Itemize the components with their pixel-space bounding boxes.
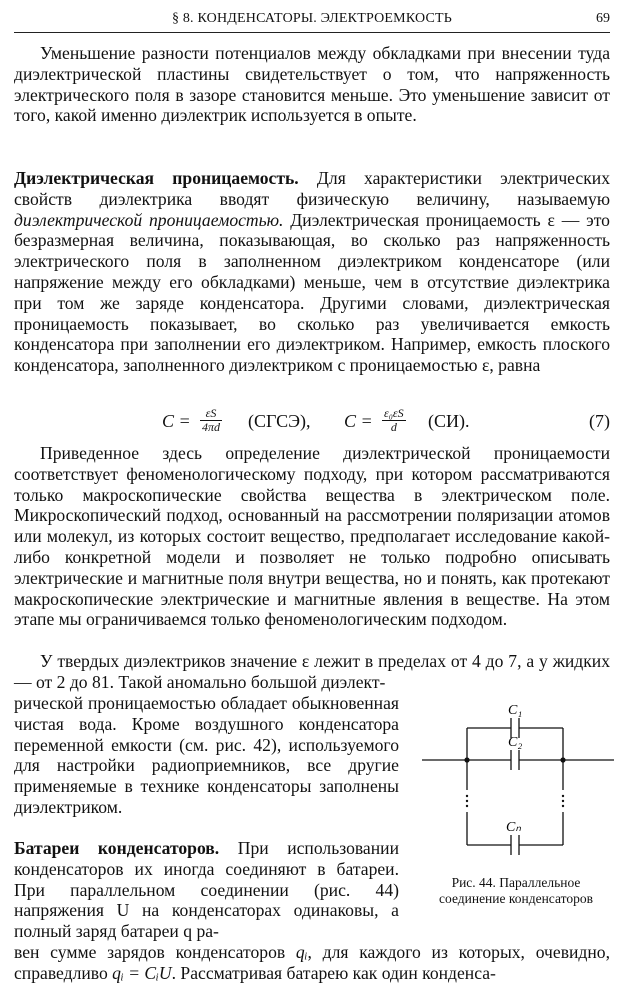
label-cn: Cₙ <box>506 820 521 835</box>
paragraph-values <box>14 651 610 693</box>
formula-fraction-2 <box>382 407 406 434</box>
fraction-1-denominator: 4πd <box>202 420 221 434</box>
formula-lhs-2: C = <box>344 411 373 431</box>
term-dielectric-permittivity: диэлектрической проницаемостью. <box>14 209 284 230</box>
header-title: § 8. КОНДЕНСАТОРЫ. ЭЛЕКТРОЕМКОСТЬ <box>171 11 453 26</box>
section-heading-permittivity: Диэлектрическая проницаемость. <box>14 168 299 188</box>
math-qi: qᵢ <box>295 942 308 962</box>
formula-7 <box>14 405 610 441</box>
formula-number: (7) <box>589 411 610 431</box>
paragraph-5-narrow-text: При использовании конденсаторов их иногда соединяют в батареи. При параллельном соединении (рис. 44) напряжения U на конденсаторах одинаковы, а полный заряд батареи q ра- <box>14 838 399 942</box>
formula-lhs-1: C = <box>162 411 191 431</box>
paragraph-approach <box>14 443 610 630</box>
paragraph-2-part-b: Диэлектрическая проницаемость ε — это безразмерная величина, показывающая, во сколько раз напряженность электрического поля в заполненном диэлектриком конденсаторе (или напряжение между его обкладками) меньше, чем в отсутствие диэлектрика при том же заряде конденсатора. Другими словами, диэлектрическая проницаемость показывает, во сколько раз увеличивается емкость конденсатора при заполнении его диэлектриком. Например, емкость плоского конденсатора, заполненного диэлектриком с проницаемостью ε, равна <box>14 209 610 376</box>
formula-unit-si: (СИ). <box>428 411 470 431</box>
paragraph-5-narrow <box>14 838 399 942</box>
section-capacitor-batteries <box>14 838 399 942</box>
figure-caption: Рис. 44. Параллельное соединение конденсаторов <box>439 875 593 906</box>
paragraph-values-narrow <box>14 693 399 818</box>
label-c1: C₁ <box>508 703 523 718</box>
math-qi-equals-ciu: qᵢ = CᵢU <box>112 962 172 983</box>
paragraph-4-narrow: рической проницаемостью обладает обыкновенная чистая вода. Кроме воздушного конденсатора переменной емкости (см. рис. 42), используемого для настройки радиоприемников, все другие применяемые в технике конденсаторы заполнены диэлектриком. <box>14 693 399 817</box>
paragraph-5-full-block <box>14 942 610 984</box>
paragraph-3: Приведенное здесь определение диэлектрической проницаемости соответствует феноменологическому подходу, при котором рассматриваются только макроскопические свойства вещества в электрическом поле. Микроскопический подход, основанный на рассмотрении поляризации атомов или молекул, из которых состоит вещество, предполагает исследование какой-либо конкретной модели и позволяет не только подробно описывать электрические и магнитные поля внутри вещества, но и понять, как протекают макроскопические электрические и магнитные явления в веществе. На этом этапе мы ограничиваемся только феноменологическим подходом. <box>14 443 610 630</box>
paragraph-1: Уменьшение разности потенциалов между обкладками при внесении туда диэлектрической пластины свидетельствует о том, что напряженность электрического поля в зазоре становится меньше. Это уменьшение зависит от того, какой именно диэлектрик используется в опыте. <box>14 43 610 126</box>
paragraph-4-full: У твердых диэлектриков значение ε лежит в пределах от 4 до 7, а у жидких — от 2 до 81. Такой аномально большой диэлект- <box>14 651 610 692</box>
paragraph-5-full-b: , для каждого из которых, очевидно, справедливо <box>14 942 610 983</box>
paragraph-2 <box>14 168 610 376</box>
paragraph-5-full-c: . Рассматривая батарею как один конденса- <box>171 962 496 983</box>
fraction-1-numerator: εS <box>200 407 222 421</box>
page-number: 69 <box>596 11 610 26</box>
ellipsis-dots <box>466 795 564 807</box>
paragraph-5-full-a: вен сумме зарядов конденсаторов <box>14 942 296 962</box>
paragraph-intro <box>14 43 610 126</box>
section-heading-batteries: Батареи конденсаторов. <box>14 838 220 858</box>
formula-unit-cgs: (СГСЭ), <box>248 411 311 431</box>
running-header <box>14 10 610 33</box>
label-c2: C₂ <box>508 735 523 750</box>
formula-fraction-1 <box>200 407 222 434</box>
junction-left <box>464 757 469 762</box>
junction-right <box>560 757 565 762</box>
paragraph-2-part-a: Для характеристики электрических свойств диэлектрика вводят физическую величину, называемую <box>14 168 611 209</box>
fraction-2-numerator: ε₀εS <box>384 406 404 420</box>
figure-parallel-capacitors <box>420 690 616 870</box>
paragraph-5-full <box>14 942 610 984</box>
section-dielectric-permittivity <box>14 168 610 376</box>
fraction-2-denominator: d <box>390 420 397 434</box>
